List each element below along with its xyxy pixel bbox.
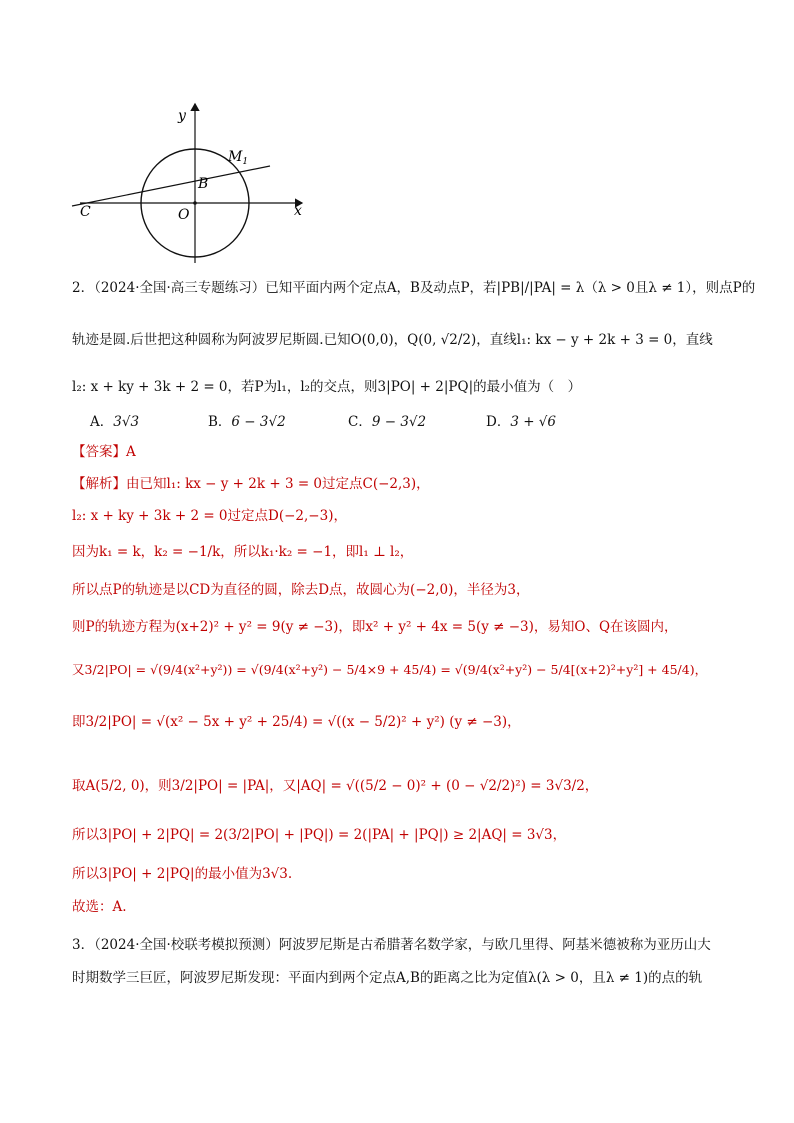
- analysis-line-9: 所以3|PO| + 2|PQ| = 2(3/2|PO| + |PQ|) = 2(|PA| + |PQ|) ≥ 2|AQ| = 3√3，: [72, 827, 567, 843]
- analysis-line-1: 【解析】由已知l₁: kx − y + 2k + 3 = 0过定点C(−2,3)，: [72, 476, 430, 492]
- analysis-tag: 【解析】: [72, 476, 126, 492]
- q2-stem-line-3: l₂: x + ky + 3k + 2 = 0，若P为l₁，l₂的交点，则3|PO| + 2|PQ|的最小值为（ ）: [72, 379, 582, 395]
- c-label: C: [80, 204, 91, 220]
- q3-line-2: 时期数学三巨匠，阿波罗尼斯发现：平面内到两个定点A,B的距离之比为定值λ(λ > 0，且λ ≠ 1)的点的轨: [72, 970, 703, 986]
- q2-stem-line-1: 2．（2024·全国·高三专题练习）已知平面内两个定点A，B及动点P，若|PB|/|PA| = λ（λ > 0且λ ≠ 1），则点P的: [72, 280, 756, 296]
- conclusion-line: 故选：A.: [72, 899, 127, 915]
- answer-value: A: [126, 444, 136, 460]
- m-label: $M_1$: [228, 149, 249, 167]
- analysis-line-7: 即3/2|PO| = √(x² − 5x + y² + 25/4) = √((x − 5/2)² + y²) (y ≠ −3)，: [72, 714, 521, 730]
- b-label: B: [198, 176, 209, 192]
- y-label: y: [178, 108, 186, 124]
- choice-a: A．3√3: [90, 414, 140, 430]
- answer-tag: 【答案】: [72, 444, 126, 460]
- analysis-line-4: 所以点P的轨迹是以CD为直径的圆，除去D点，故圆心为(−2,0)，半径为3，: [72, 582, 530, 598]
- o-label: O: [178, 207, 190, 223]
- choice-c: C．9 − 3√2: [348, 414, 427, 430]
- line-cm1: [72, 166, 270, 206]
- circle-figure: [60, 98, 320, 268]
- q2-stem-line-2: 轨迹是圆.后世把这种圆称为阿波罗尼斯圆.已知O(0,0)，Q(0, √2/2)，直线l₁: kx − y + 2k + 3 = 0，直线: [72, 332, 713, 348]
- analysis-line-3: 因为k₁ = k，k₂ = −1/k，所以k₁·k₂ = −1，即l₁ ⊥ l₂，: [72, 544, 414, 560]
- point-o: [193, 201, 197, 205]
- analysis-line-8: 取A(5/2, 0)，则3/2|PO| = |PA|，又|AQ| = √((5/2 − 0)² + (0 − √2/2)²) = 3√3/2，: [72, 778, 599, 794]
- analysis-line-6: 又3/2|PO| = √(9/4(x²+y²)) = √(9/4(x²+y²) − 5/4×9 + 45/4) = √(9/4(x²+y²) − 5/4[(x+2)²+y²] + 45/4)，: [72, 662, 708, 677]
- choice-b: B．6 − 3√2: [208, 414, 286, 430]
- answer-line: [72, 442, 136, 462]
- analysis-line-5: 则P的轨迹方程为(x+2)² + y² = 9(y ≠ −3)，即x² + y² + 4x = 5(y ≠ −3)，易知O、Q在该圆内，: [72, 619, 678, 635]
- x-label: x: [294, 203, 302, 219]
- choice-d: D．3 + √6: [486, 414, 557, 430]
- analysis-line-10: 所以3|PO| + 2|PQ|的最小值为3√3.: [72, 866, 293, 882]
- q3-line-1: 3．（2024·全国·校联考模拟预测）阿波罗尼斯是古希腊著名数学家，与欧几里得、阿基米德被称为亚历山大: [72, 937, 711, 953]
- analysis-line-2: l₂: x + ky + 3k + 2 = 0过定点D(−2,−3)，: [72, 508, 347, 524]
